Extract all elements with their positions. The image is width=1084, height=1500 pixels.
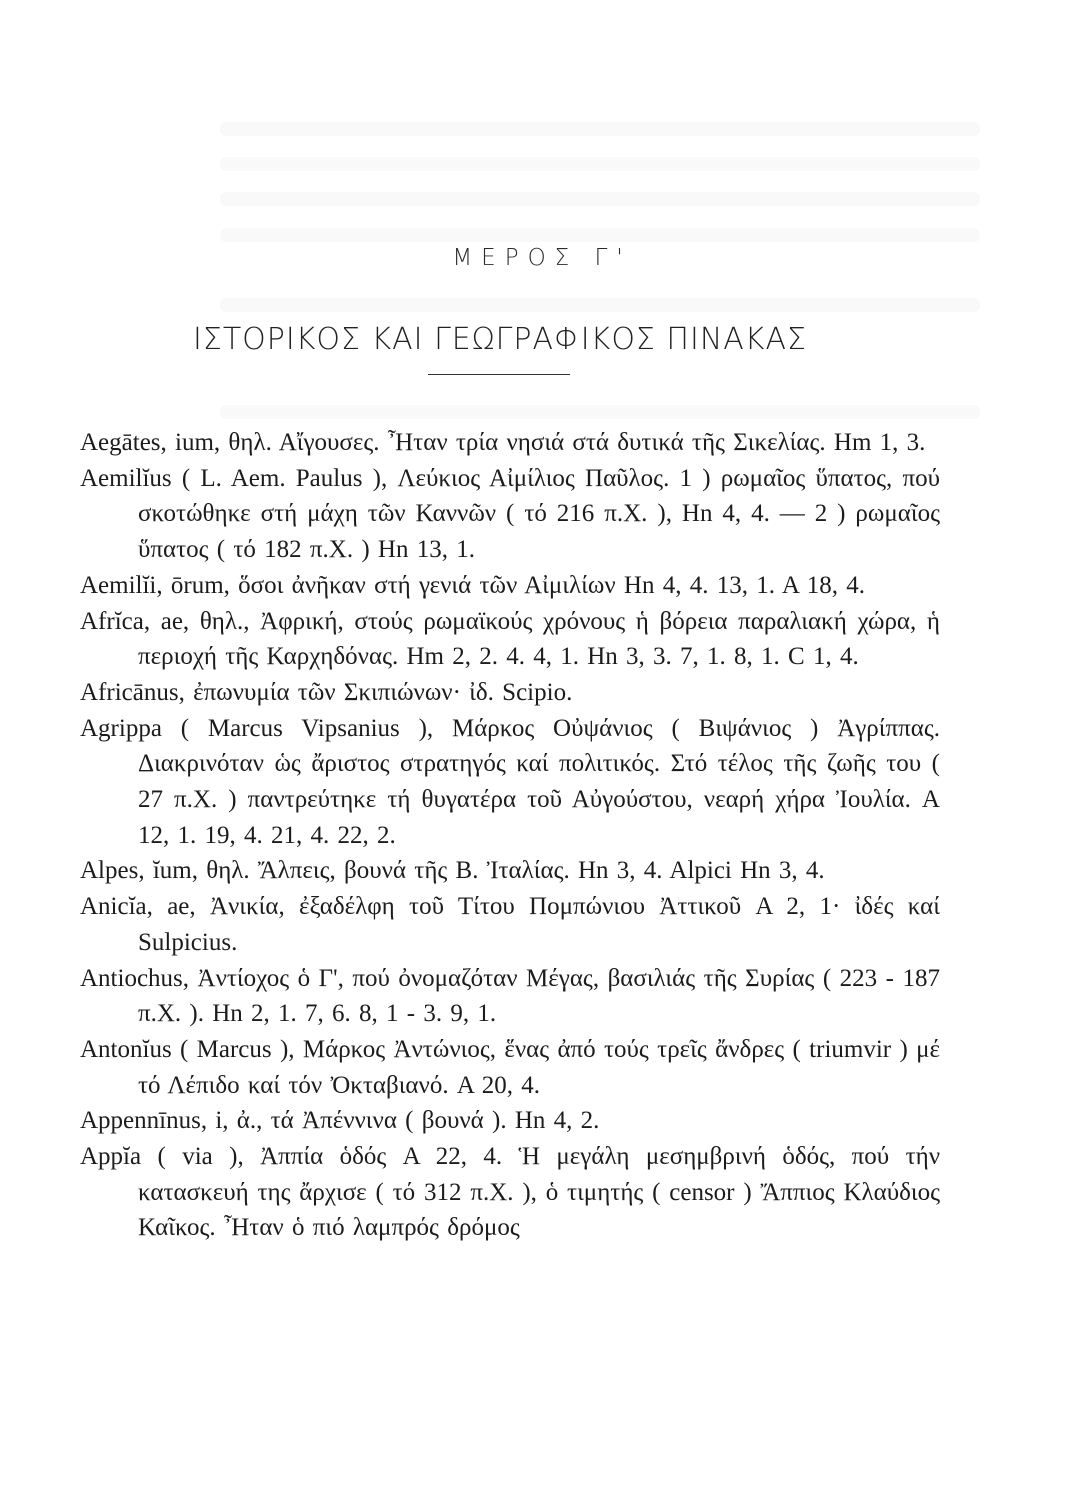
index-title: ΙΣΤΟΡΙΚΟΣ ΚΑΙ ΓΕΩΓΡΑΦΙΚΟΣ ΠΙΝΑΚΑΣ	[193, 322, 807, 357]
index-entry-appenninus: Appennīnus, i, ἀ., τά Ἀπέννινα ( βουνά ). Hn 4, 2.	[80, 1107, 600, 1135]
index-entry-africanus: Africānus, ἐπωνυμία τῶν Σκιπιώνων· ἰδ. Scipio.	[80, 678, 573, 706]
index-entry-aegates: Aegātes, ium, θηλ. Αἴγουσες. Ἦταν τρία νησιά στά δυτικά τῆς Σικελίας. Hm 1, 3.	[80, 429, 926, 456]
index-entry-aemilius: Aemilĭus ( L. Aem. Paulus ), Λεύκιος Αἰμίλιος Παῦλος. 1 ) ρωμαῖος ὕπατος, πού σκοτώθηκε στή μάχη τῶν Καννῶν ( τό 216 π.Χ. ), Hn 4, 4. — 2 ) ρωμαῖος ὕπατος ( τό 182 π.Χ. ) Hn 13, 1.	[80, 464, 940, 564]
index-entry-antonius: Antonĭus ( Marcus ), Μάρκος Ἀντώνιος, ἕνας ἀπό τούς τρεῖς ἄνδρες ( triumvir ) μέ τό Λέπιδο καί τόν Ὀκταβιανό. A 20, 4.	[80, 1035, 940, 1099]
index-entry-agrippa: Agrippa ( Marcus Vipsanius ), Μάρκος Οὐψάνιος ( Βιψάνιος ) Ἀγρίππας. Διακρινόταν ὡς ἄριστος στρατηγός καί πολιτικός. Στό τέλος τῆς ζωῆς του ( 27 π.Χ. ) παντρεύτηκε τή θυγατέρα τοῦ Αὐγούστου, νεαρή χήρα Ἰουλία. A 12, 1. 19, 4. 21, 4. 22, 2.	[80, 714, 940, 849]
index-entry-antiochus: Antiochus, Ἀντίοχος ὁ Γ', πού ὀνομαζόταν Μέγας, βασιλιάς τῆς Συρίας ( 223 - 187 π.Χ. ). Hn 2, 1. 7, 6. 8, 1 - 3. 9, 1.	[80, 964, 940, 1028]
index-entry-appia: Appĭa ( via ), Ἀππία ὁδός A 22, 4. Ἡ μεγάλη μεσημβρινή ὁδός, πού τήν κατασκευή της ἄρχισε ( τό 312 π.Χ. ), ὁ τιμητής ( censor ) Ἄππιος Κλαύδιος Καῖκος. Ἦταν ὁ πιό λαμπρός δρόμος	[80, 1143, 940, 1242]
title-underline	[428, 374, 570, 375]
part-heading: ΜΕΡΟΣ Γ'	[452, 245, 632, 271]
index-entry-africa: Afrĭca, ae, θηλ., Ἀφρική, στούς ρωμαϊκούς χρόνους ἡ βόρεια παραλιακή χώρα, ἡ περιοχή τῆς Καρχηδόνας. Hm 2, 2. 4. 4, 1. Hn 3, 3. 7, 1. 8, 1. C 1, 4.	[80, 607, 940, 671]
index-entry-aemilii: Aemilĭi, ōrum, ὅσοι ἀνῆκαν στή γενιά τῶν Αἰμιλίων Hn 4, 4. 13, 1. A 18, 4.	[80, 571, 865, 599]
index-entry-alpes: Alpes, ĭum, θηλ. Ἄλπεις, βουνά τῆς Β. Ἰταλίας. Hn 3, 4. Alpici Hn 3, 4.	[80, 857, 825, 885]
index-entry-anicia: Anicĭa, ae, Ἀνικία, ἐξαδέλφη τοῦ Τίτου Πομπώνιου Ἀττικοῦ A 2, 1· ἰδές καί Sulpicius.	[80, 893, 940, 956]
index-entries	[80, 425, 940, 1246]
